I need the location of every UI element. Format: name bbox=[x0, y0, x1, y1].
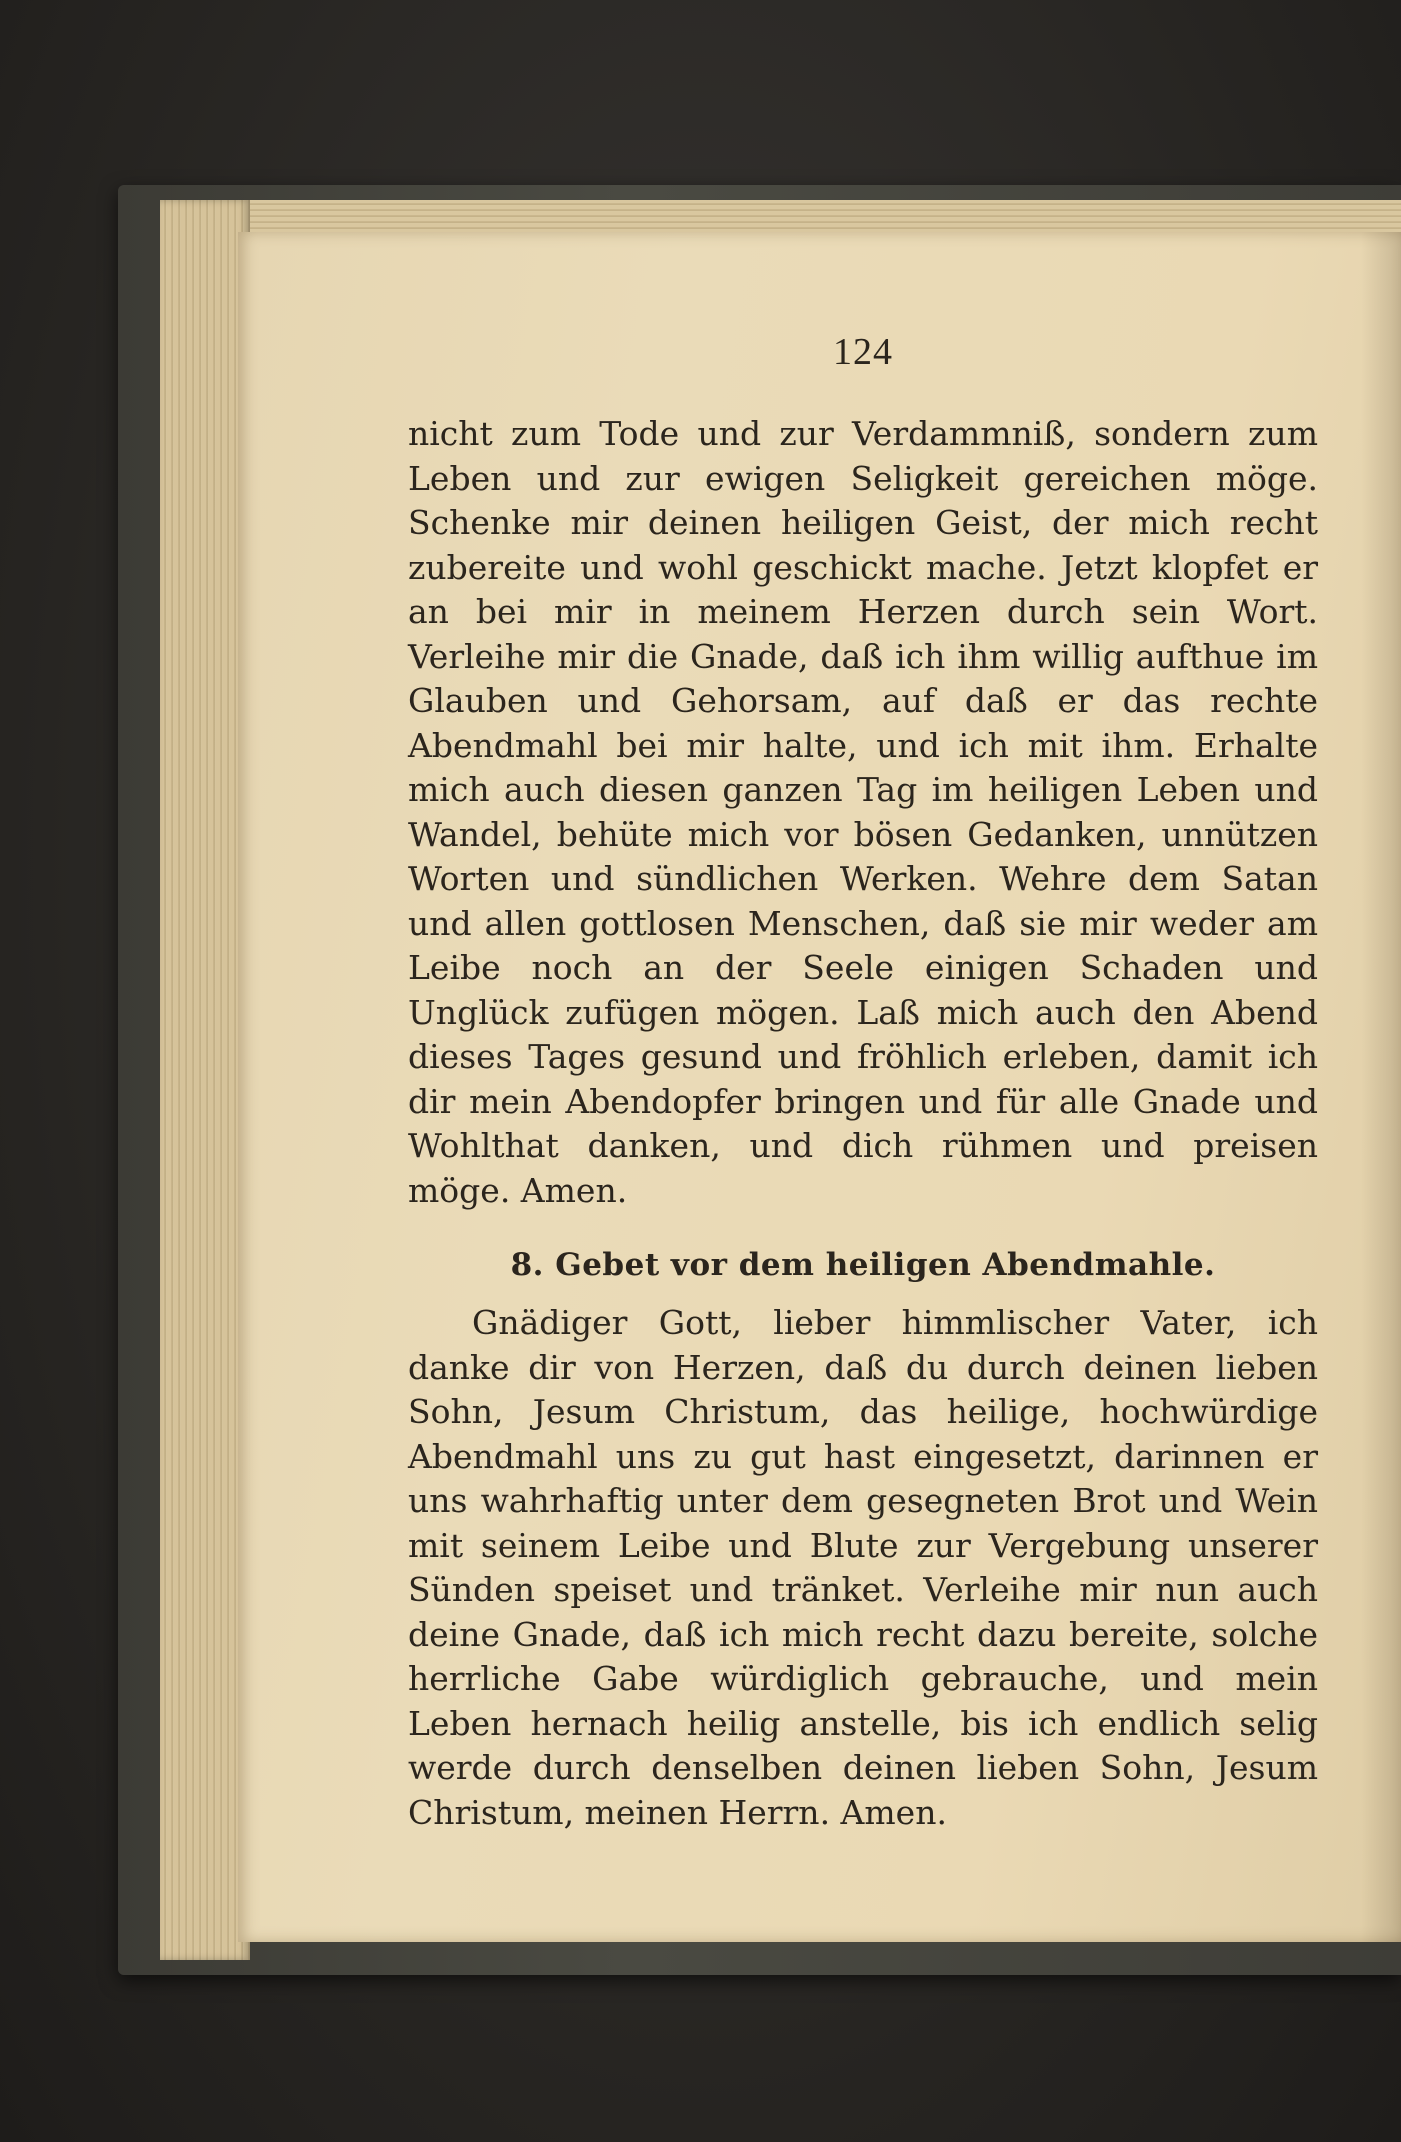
page-content bbox=[408, 330, 1318, 1835]
page-number: 124 bbox=[833, 331, 893, 373]
section-heading: 8. Gebet vor dem heiligen Abendmahle. bbox=[510, 1247, 1216, 1283]
page-shadow bbox=[1361, 232, 1401, 1942]
prayer-paragraph-1: nicht zum Tode und zur Verdammniß, sondern zum Leben und zur ewigen Seligkeit gereichen möge. Schenke mir deinen heiligen Geist, der mich recht zubereite und wohl geschickt mache. Jetzt klopfet er an bei mir in meinem Herzen durch sein Wort. Verleihe mir die Gnade, daß ich ihm willig aufthue im Glauben und Gehorsam, auf daß er das rechte Abendmahl bei mir halte, und ich mit ihm. Erhalte mich auch diesen ganzen Tag im heiligen Leben und Wandel, behüte mich vor bösen Gedanken, unnützen Worten und sündlichen Werken. Wehre dem Satan und allen gottlosen Menschen, daß sie mir weder am Leibe noch an der Seele einigen Schaden und Unglück zufügen mögen. Laß mich auch den Abend dieses Tages gesund und fröhlich erleben, damit ich dir mein Abendopfer bringen und für alle Gnade und Wohlthat danken, und dich rühmen und preisen möge. Amen. bbox=[408, 414, 1318, 1210]
prayer-paragraph-2: Gnädiger Gott, lieber himmlischer Vater, ich danke dir von Herzen, daß du durch deinen lieben Sohn, Jesum Christum, das heilige, hochwürdige Abendmahl uns zu gut hast eingesetzt, darinnen er uns wahrhaftig unter dem gesegneten Brot und Wein mit seinem Leibe und Blute zur Vergebung unserer Sünden speiset und tränket. Verleihe mir nun auch deine Gnade, daß ich mich recht dazu bereite, solche herrliche Gabe würdiglich gebrauche, und mein Leben hernach heilig anstelle, bis ich endlich selig werde durch denselben deinen lieben Sohn, Jesum Christum, meinen Herrn. Amen. bbox=[408, 1303, 1318, 1832]
page-edges-left bbox=[160, 200, 250, 1960]
